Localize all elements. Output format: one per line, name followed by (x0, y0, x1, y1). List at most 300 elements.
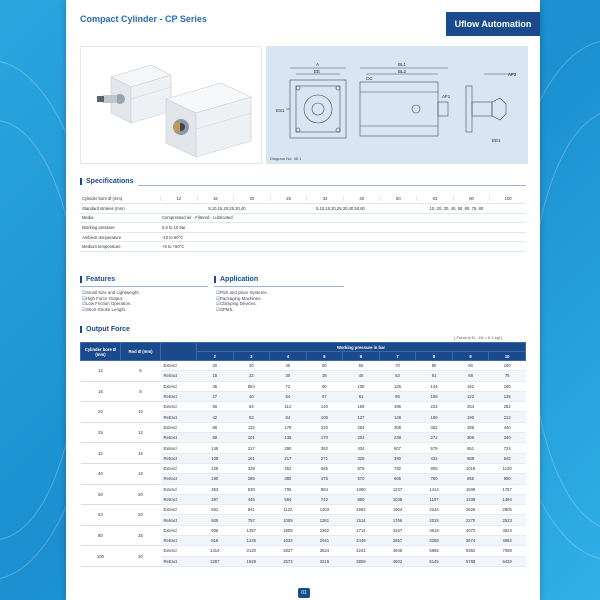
force-value-cell: 54 (270, 391, 307, 401)
force-value-cell: 36 (197, 381, 234, 391)
force-value-cell: 282 (489, 402, 526, 412)
output-force-table (80, 342, 526, 567)
section-divider (80, 286, 208, 287)
pressure-value: 5 (306, 352, 343, 361)
rod-cell: 12 (121, 422, 161, 443)
spec-value: +5 to +50°C (160, 242, 526, 252)
force-value-cell: 290 (270, 443, 307, 453)
rod-cell: 25 (121, 525, 161, 546)
rod-header: Rod Ø (mm) (121, 343, 161, 361)
force-value-cell: 2018 (416, 515, 453, 525)
force-value-cell: 217 (270, 453, 307, 463)
force-value-cell: 106 (306, 412, 343, 422)
dim-label-es1: ES1 (276, 108, 285, 113)
force-value-cell: 396 (452, 422, 489, 432)
spec-label: Media (80, 213, 160, 223)
force-value-cell: 61 (416, 371, 453, 381)
force-value-cell: 90 (452, 361, 489, 371)
force-value-cell: 285 (233, 474, 270, 484)
force-unit-note: ( Force in N : 1N = 0.1 kgf ) (454, 335, 503, 340)
direction-cell: Extend (161, 402, 197, 412)
section-divider (138, 185, 526, 186)
force-value-cell: 212 (489, 412, 526, 422)
force-value-cell: 445 (233, 494, 270, 504)
pressure-value: 6 (343, 352, 380, 361)
dim-label-ee: EE (314, 69, 321, 74)
force-value-cell: 706 (270, 484, 307, 494)
force-value-cell: 565 (306, 463, 343, 473)
force-value-cell: 1766 (379, 515, 416, 525)
force-value-cell: 1009 (270, 515, 307, 525)
force-value-cell: 1683 (343, 505, 380, 515)
force-value-cell: 2827 (270, 546, 307, 556)
bore-cell: 63 (81, 505, 121, 526)
direction-cell: Retract (161, 453, 197, 463)
force-value-cell: 38 (306, 371, 343, 381)
direction-cell: Extend (161, 505, 197, 515)
bore-cell: 16 (81, 381, 121, 402)
force-value-cell: 475 (306, 474, 343, 484)
force-value-cell: 816 (197, 536, 234, 546)
page-number: 01 (298, 588, 310, 598)
force-value-cell: 3859 (343, 556, 380, 566)
spec-label: Cylinder bore Ø (mm) (80, 194, 160, 204)
force-value-cell: 542 (489, 453, 526, 463)
force-value-cell: 1414 (416, 484, 453, 494)
bore-value: 80 (453, 196, 490, 201)
force-value-cell: 2714 (343, 525, 380, 535)
cylinder-illustration (81, 47, 263, 165)
force-value-cell: 2449 (343, 536, 380, 546)
force-value-cell: 855 (452, 474, 489, 484)
force-value-cell: 67 (306, 391, 343, 401)
direction-cell: Retract (161, 433, 197, 443)
list-item: ☑ Pick and place Systems. (216, 290, 268, 296)
rod-cell: 16 (121, 463, 161, 484)
force-value-cell: 3266 (416, 536, 453, 546)
direction-cell: Retract (161, 391, 197, 401)
table-row (81, 484, 526, 494)
rod-cell: 8 (121, 381, 161, 402)
bore-cell: 25 (81, 422, 121, 443)
force-value-cell: 80 (416, 361, 453, 371)
force-value-cell: 2244 (416, 505, 453, 515)
force-value-cell: 1287 (197, 556, 234, 566)
bore-value: 32 (306, 196, 343, 201)
spec-label: Ambient temperature (80, 232, 160, 242)
force-value-cell: 2262 (306, 525, 343, 535)
pressure-header: Working pressure in bar (197, 343, 526, 352)
spec-row-strokes (80, 204, 526, 214)
table-row (81, 546, 526, 556)
page-title: Compact Cylinder - CP Series (80, 14, 207, 24)
technical-diagram (266, 46, 528, 164)
force-value-cell: 3167 (379, 525, 416, 535)
force-value-cell: 1357 (233, 525, 270, 535)
spec-row-ambient (80, 232, 526, 242)
force-value-cell: 1060 (343, 484, 380, 494)
force-value-cell: 561 (197, 505, 234, 515)
force-value-cell: 340 (489, 433, 526, 443)
force-value-cell: 306 (452, 433, 489, 443)
product-photo (80, 46, 262, 164)
force-value-cell: 4072 (452, 525, 489, 535)
spec-value: -10 to 60°C (160, 232, 526, 242)
force-value-cell: 112 (270, 402, 307, 412)
rod-cell: 10 (121, 402, 161, 423)
dim-label-ee1: EE1 (492, 138, 501, 143)
spec-label: Working pressure (80, 223, 160, 233)
force-value-cell: 352 (416, 422, 453, 432)
force-value-cell: 162 (452, 381, 489, 391)
rod-cell: 20 (121, 484, 161, 505)
rod-cell: 6 (121, 361, 161, 382)
direction-cell: Retract (161, 494, 197, 504)
force-value-cell: 1484 (489, 494, 526, 504)
force-value-cell: 238 (379, 433, 416, 443)
direction-cell: Extend (161, 422, 197, 432)
force-value-cell: 678 (343, 463, 380, 473)
pressure-value: 8 (416, 352, 453, 361)
force-value-cell: 224 (416, 402, 453, 412)
force-value-cell: 2805 (489, 505, 526, 515)
force-value-cell: 7068 (489, 546, 526, 556)
bore-value: 16 (197, 196, 234, 201)
spec-value: 0.5 to 10 bar (160, 223, 526, 233)
large-cylinder (166, 83, 251, 157)
force-value-cell: 190 (452, 412, 489, 422)
force-value-cell: 101 (233, 433, 270, 443)
force-value-cell: 272 (416, 433, 453, 443)
force-value-cell: 1018 (452, 463, 489, 473)
force-value-cell: 15 (197, 371, 234, 381)
force-value-cell: 4502 (379, 556, 416, 566)
table-row (81, 361, 526, 371)
direction-cell: Retract (161, 536, 197, 546)
direction-cell: Retract (161, 371, 197, 381)
spec-row-pressure (80, 223, 526, 233)
force-value-cell: 339 (233, 463, 270, 473)
features-heading: Features (80, 276, 115, 283)
stroke-group: 5,10,15,20,25,30,40 (208, 205, 246, 211)
bore-value: 40 (343, 196, 380, 201)
rod-cell: 16 (121, 443, 161, 464)
force-value-cell: 2525 (452, 505, 489, 515)
direction-cell: Retract (161, 412, 197, 422)
list-item: ☑ SPMS. (216, 307, 268, 313)
force-value-cell: 760 (416, 474, 453, 484)
force-value-cell: 108 (197, 453, 234, 463)
table-row (81, 505, 526, 515)
force-value-cell: 905 (197, 525, 234, 535)
force-value-cell: 108 (416, 391, 453, 401)
force-value-cell: 1964 (379, 505, 416, 515)
force-value-cell: 95 (379, 391, 416, 401)
force-value-cell: 594 (270, 494, 307, 504)
force-value-cell: 4241 (343, 546, 380, 556)
force-value-cell: 1225 (233, 536, 270, 546)
bore-value: 100 (489, 196, 526, 201)
table-row (81, 381, 526, 391)
output-force-heading: Output Force (80, 326, 130, 333)
specifications-heading: Specifications (80, 178, 133, 185)
force-value-cell: 4948 (379, 546, 416, 556)
force-value-cell: 180 (489, 381, 526, 391)
force-value-cell: 434 (343, 443, 380, 453)
force-value-cell: 60 (343, 361, 380, 371)
direction-header (161, 343, 197, 361)
force-value-cell: 5789 (452, 556, 489, 566)
table-row (81, 402, 526, 412)
force-value-cell: 122 (452, 391, 489, 401)
direction-cell: Retract (161, 556, 197, 566)
dim-label-a: A (316, 62, 320, 67)
pressure-value: 10 (489, 352, 526, 361)
force-value-cell: 1403 (306, 505, 343, 515)
bore-header: Cylinder bore Ø (mm) (81, 343, 121, 361)
force-value-cell: 3534 (306, 546, 343, 556)
force-value-cell: 76 (489, 371, 526, 381)
rod-cell: 20 (121, 505, 161, 526)
force-value-cell: 204 (343, 433, 380, 443)
force-value-cell: 742 (306, 494, 343, 504)
force-value-cell: 3674 (452, 536, 489, 546)
force-value-cell: 434 (416, 453, 453, 463)
list-item: ☑ Short Stroke Length. (82, 307, 140, 313)
section-divider (214, 286, 344, 287)
direction-cell: Extend (161, 463, 197, 473)
force-value-cell: 3619 (416, 525, 453, 535)
force-value-cell: 81 (343, 391, 380, 401)
direction-cell: Retract (161, 515, 197, 525)
table-row (81, 443, 526, 453)
force-value-cell: 724 (489, 443, 526, 453)
force-value-cell: 271 (306, 453, 343, 463)
force-value-cell: 2857 (379, 536, 416, 546)
force-value-cell: 841 (233, 505, 270, 515)
dim-label-af2: AF2 (508, 72, 517, 77)
force-value-cell: 362 (306, 443, 343, 453)
bore-cell: 20 (81, 402, 121, 423)
force-value-cell: 905 (416, 463, 453, 473)
list-item: ☑ Packaging Machines. (216, 296, 268, 302)
force-value-cell: 30 (270, 371, 307, 381)
direction-cell: Extend (161, 546, 197, 556)
dim-label-af1: AF1 (442, 94, 451, 99)
stroke-values (160, 206, 526, 211)
force-value-cell: 452 (270, 463, 307, 473)
force-value-cell: 579 (416, 443, 453, 453)
force-value-cell: 42 (197, 412, 234, 422)
force-value-cell: 588 (452, 453, 489, 463)
dim-label-bl1: BL1 (398, 62, 407, 67)
force-value-cell: 1509 (452, 484, 489, 494)
force-value-cell: 226 (197, 463, 234, 473)
force-value-cell: 1336 (452, 494, 489, 504)
force-value-cell: 1809 (270, 525, 307, 535)
table-row (81, 422, 526, 432)
force-value-cell: 68 (197, 433, 234, 443)
dim-label-cc: CC (366, 76, 373, 81)
force-value-cell: 353 (197, 484, 234, 494)
force-value-cell: 3216 (306, 556, 343, 566)
pressure-value: 2 (197, 352, 234, 361)
force-value-cell: 651 (452, 443, 489, 453)
list-item: ☑ Clamping Devices. (216, 301, 268, 307)
pressure-value: 4 (270, 352, 307, 361)
force-value-cell: 88 (197, 422, 234, 432)
force-value-cell: 22 (233, 371, 270, 381)
force-value-cell: 148 (379, 412, 416, 422)
force-value-cell: 890 (343, 494, 380, 504)
force-value-cell: 264 (343, 422, 380, 432)
bore-values (160, 196, 526, 201)
force-value-cell: 4524 (489, 525, 526, 535)
bore-cell: 80 (81, 525, 121, 546)
force-value-cell: 297 (197, 494, 234, 504)
force-value-cell: 90 (306, 381, 343, 391)
stroke-group: 10, 20, 30, 40, 50, 60, 75, 80 (429, 205, 484, 211)
diagram-caption: Diagram No. 46.1 (270, 156, 302, 161)
spec-label: Medium temperature (80, 242, 160, 252)
bore-value: 63 (416, 196, 453, 201)
force-value-cell: 220 (306, 422, 343, 432)
force-value-cell: 145 (197, 443, 234, 453)
force-value-cell: 217 (233, 443, 270, 453)
force-value-cell: 20 (197, 361, 234, 371)
force-value-cell: 505 (197, 515, 234, 525)
spec-row-bore (80, 194, 526, 204)
force-value-cell: 757 (233, 515, 270, 525)
direction-cell: Extend (161, 525, 197, 535)
force-value-cell: 53 (379, 371, 416, 381)
force-value-cell: 144 (416, 381, 453, 391)
force-value-cell: 68 (452, 371, 489, 381)
force-value-cell: 2523 (489, 515, 526, 525)
table-row (81, 525, 526, 535)
direction-cell: Extend (161, 443, 197, 453)
force-value-cell: 854 (233, 381, 270, 391)
force-value-cell: 40 (270, 361, 307, 371)
force-value-cell: 84 (270, 412, 307, 422)
force-value-cell: 84 (233, 402, 270, 412)
pressure-value: 9 (452, 352, 489, 361)
brand-badge: Uflow Automation (446, 12, 540, 36)
spec-row-media (80, 213, 526, 223)
dimension-drawing (266, 46, 528, 164)
force-value-cell: 1122 (270, 505, 307, 515)
direction-cell: Extend (161, 484, 197, 494)
bore-value: 25 (270, 196, 307, 201)
force-value-cell: 5655 (416, 546, 453, 556)
force-value-cell: 108 (343, 381, 380, 391)
force-value-cell: 570 (343, 474, 380, 484)
list-item: ☑ Small Size and Lightweight. (82, 290, 140, 296)
list-item: ☑ High Force Output. (82, 296, 140, 302)
force-value-cell: 1767 (489, 484, 526, 494)
force-value-cell: 1237 (379, 484, 416, 494)
force-value-cell: 782 (379, 463, 416, 473)
force-value-cell: 1633 (270, 536, 307, 546)
force-value-cell: 161 (233, 453, 270, 463)
bore-value: 12 (160, 196, 197, 201)
force-value-cell: 6432 (489, 556, 526, 566)
force-value-cell: 308 (379, 422, 416, 432)
spec-row-medium (80, 242, 526, 252)
rod-cell: 30 (121, 546, 161, 567)
force-value-cell: 5145 (416, 556, 453, 566)
bore-cell: 40 (81, 463, 121, 484)
force-value-cell: 1038 (379, 494, 416, 504)
force-value-cell: 1261 (306, 515, 343, 525)
force-value-cell: 530 (233, 484, 270, 494)
force-value-cell: 45 (343, 371, 380, 381)
force-value-cell: 254 (452, 402, 489, 412)
force-value-cell: 30 (233, 361, 270, 371)
force-value-cell: 1514 (343, 515, 380, 525)
spec-label: Standard strokes (mm) (80, 204, 160, 214)
force-value-cell: 1130 (489, 463, 526, 473)
specifications-table (80, 194, 526, 252)
small-cylinder (97, 65, 171, 123)
force-value-cell: 884 (306, 484, 343, 494)
force-value-cell: 1187 (416, 494, 453, 504)
force-value-cell: 140 (306, 402, 343, 412)
force-value-cell: 2270 (452, 515, 489, 525)
force-value-cell: 507 (379, 443, 416, 453)
direction-cell: Extend (161, 381, 197, 391)
force-value-cell: 176 (270, 422, 307, 432)
table-row (81, 463, 526, 473)
bore-value: 20 (233, 196, 270, 201)
force-value-cell: 100 (489, 361, 526, 371)
dim-label-bl2: BL2 (398, 69, 407, 74)
force-value-cell: 127 (343, 412, 380, 422)
application-list (216, 290, 268, 312)
spec-value: Compressed air - Filtered - Lubricated (160, 213, 526, 223)
force-value-cell: 136 (270, 433, 307, 443)
bore-cell: 100 (81, 546, 121, 567)
force-value-cell: 2120 (233, 546, 270, 556)
force-value-cell: 70 (379, 361, 416, 371)
bore-cell: 50 (81, 484, 121, 505)
force-value-cell: 126 (379, 381, 416, 391)
list-item: ☑ Low Friction Operation. (82, 301, 140, 307)
force-value-cell: 4082 (489, 536, 526, 546)
force-value-cell: 135 (489, 391, 526, 401)
stroke-group: 5,10,15,20,25,30,40,50,60 (315, 205, 365, 211)
force-value-cell: 380 (270, 474, 307, 484)
force-value-cell: 27 (197, 391, 234, 401)
force-value-cell: 6362 (452, 546, 489, 556)
force-value-cell: 40 (233, 391, 270, 401)
bore-cell: 32 (81, 443, 121, 464)
application-heading: Application (214, 276, 258, 283)
force-value-cell: 1929 (233, 556, 270, 566)
force-value-cell: 169 (416, 412, 453, 422)
force-value-cell: 170 (306, 433, 343, 443)
bore-value: 50 (380, 196, 417, 201)
force-value-cell: 72 (270, 381, 307, 391)
force-value-cell: 950 (489, 474, 526, 484)
force-value-cell: 440 (489, 422, 526, 432)
force-value-cell: 2041 (306, 536, 343, 546)
pressure-value: 3 (233, 352, 270, 361)
force-value-cell: 1414 (197, 546, 234, 556)
catalog-page (66, 0, 540, 600)
force-value-cell: 50 (306, 361, 343, 371)
force-table-body (81, 361, 526, 567)
